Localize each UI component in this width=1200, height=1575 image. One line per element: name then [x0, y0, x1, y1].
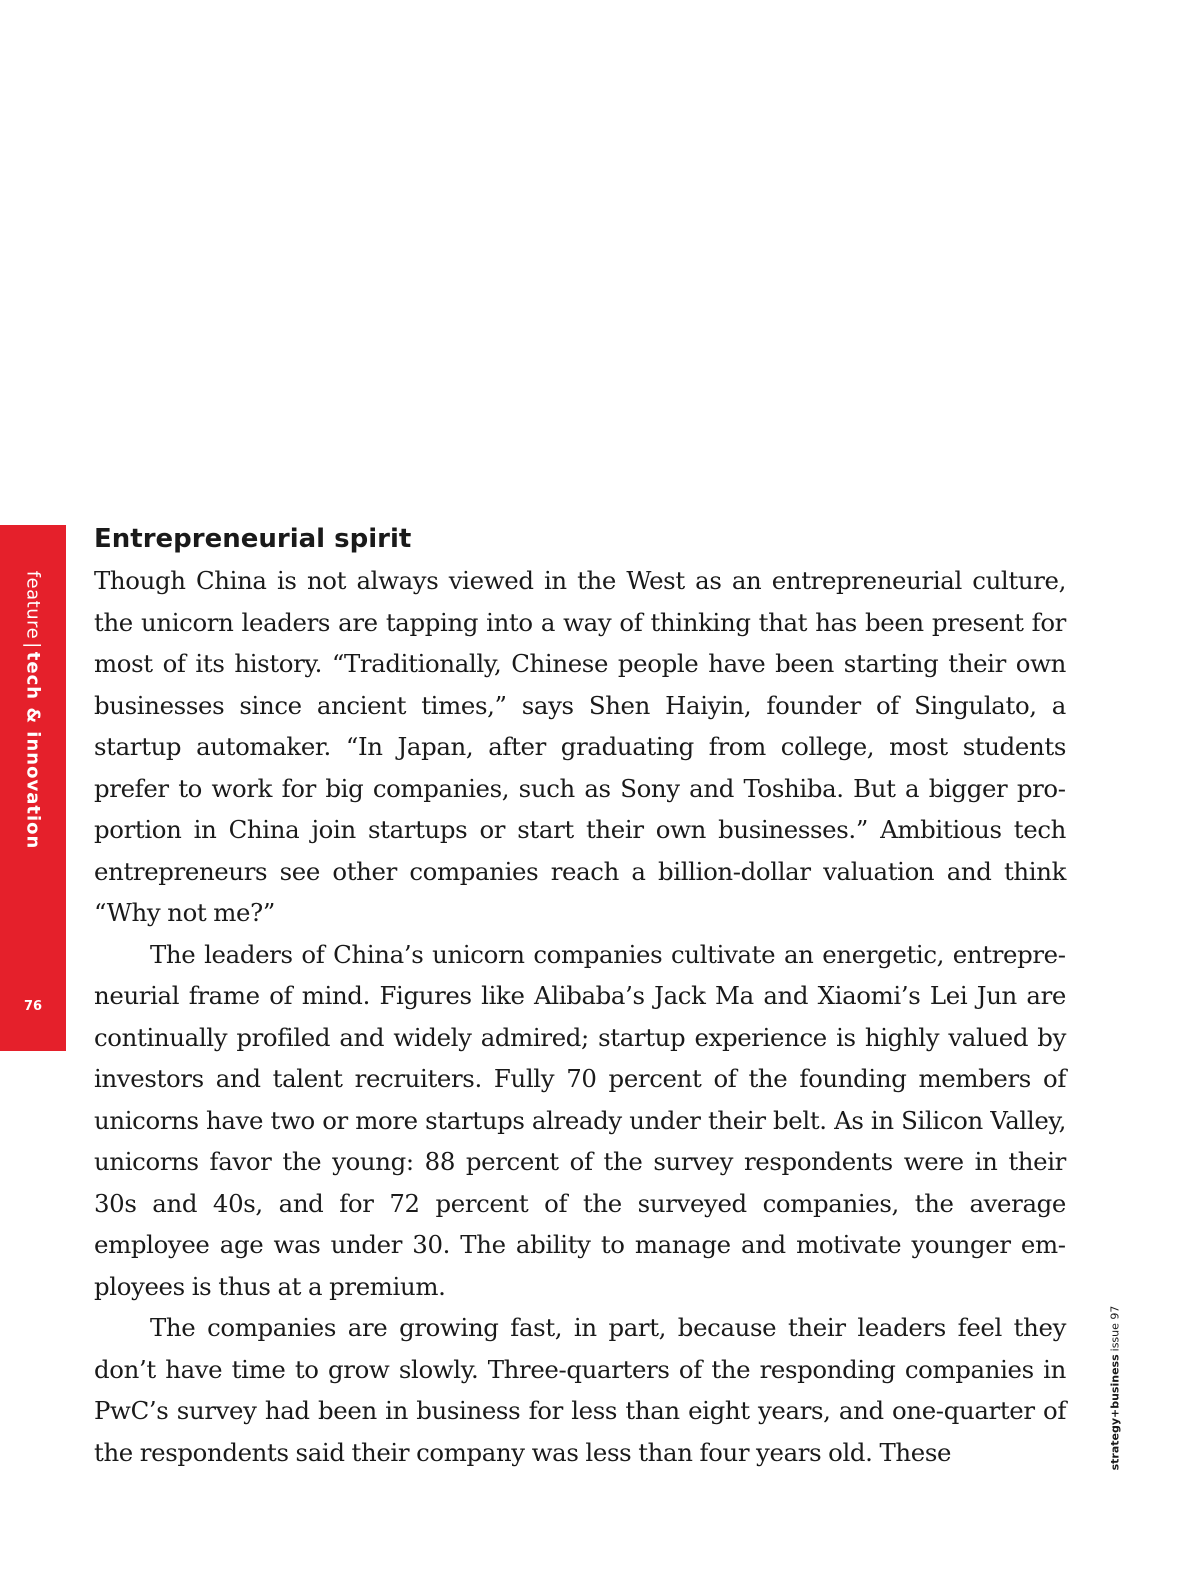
section-label-feature: feature: [22, 570, 44, 640]
magazine-issue: issue 97: [1108, 1305, 1122, 1352]
section-label-topic: tech & innovation: [22, 651, 44, 850]
article-paragraph: The leaders of China’s unicorn companies cultivate an energetic, entrepreneurial frame of mind. Figures like Alibaba’s Jack Ma and Xiaomi’s Lei Jun are continually profiled and widely admired; startup experience is highly valued by investors and talent recruiters. Fully 70 percent of the founding members of unicorns have two or more startups already under their belt. As in Silicon Valley, unicorns favor the young: 88 percent of the survey respondents were in their 30s and 40s, and for 72 percent of the surveyed companies, the average employee age was under 30. The ability to manage and motivate younger employees is thus at a premium.: [94, 939, 1066, 1301]
article-heading: Entrepreneurial spirit: [94, 524, 412, 554]
section-label: [23, 571, 44, 850]
magazine-title: strategy+business: [1108, 1354, 1122, 1471]
article-paragraph: The companies are growing fast, in part, because their leaders feel they don’t have time to grow slowly. Three-quarters of the responding companies in PwC’s survey had been in business for less than eight years, and one-quarter of the respondents said their company was less than four years old. These: [94, 1313, 1066, 1467]
article-paragraph: Though China is not always viewed in the West as an entrepreneurial culture, the unicorn leaders are tapping into a way of thinking that has been present for most of its history. “Traditionally, Chinese people have been starting their own businesses since ancient times,” says Shen Haiyin, founder of Singulato, a startup automaker. “In Japan, after graduating from college, most students prefer to work for big companies, such as Sony and Toshiba. But a bigger proportion in China join startups or start their own businesses.” Ambitious tech entrepreneurs see other companies reach a billion-dollar valuation and think “Why not me?”: [94, 566, 1066, 927]
magazine-label: [1109, 1306, 1122, 1471]
section-label-separator: |: [22, 642, 44, 649]
page-number: 76: [23, 999, 43, 1014]
article-body: [94, 518, 1066, 1473]
